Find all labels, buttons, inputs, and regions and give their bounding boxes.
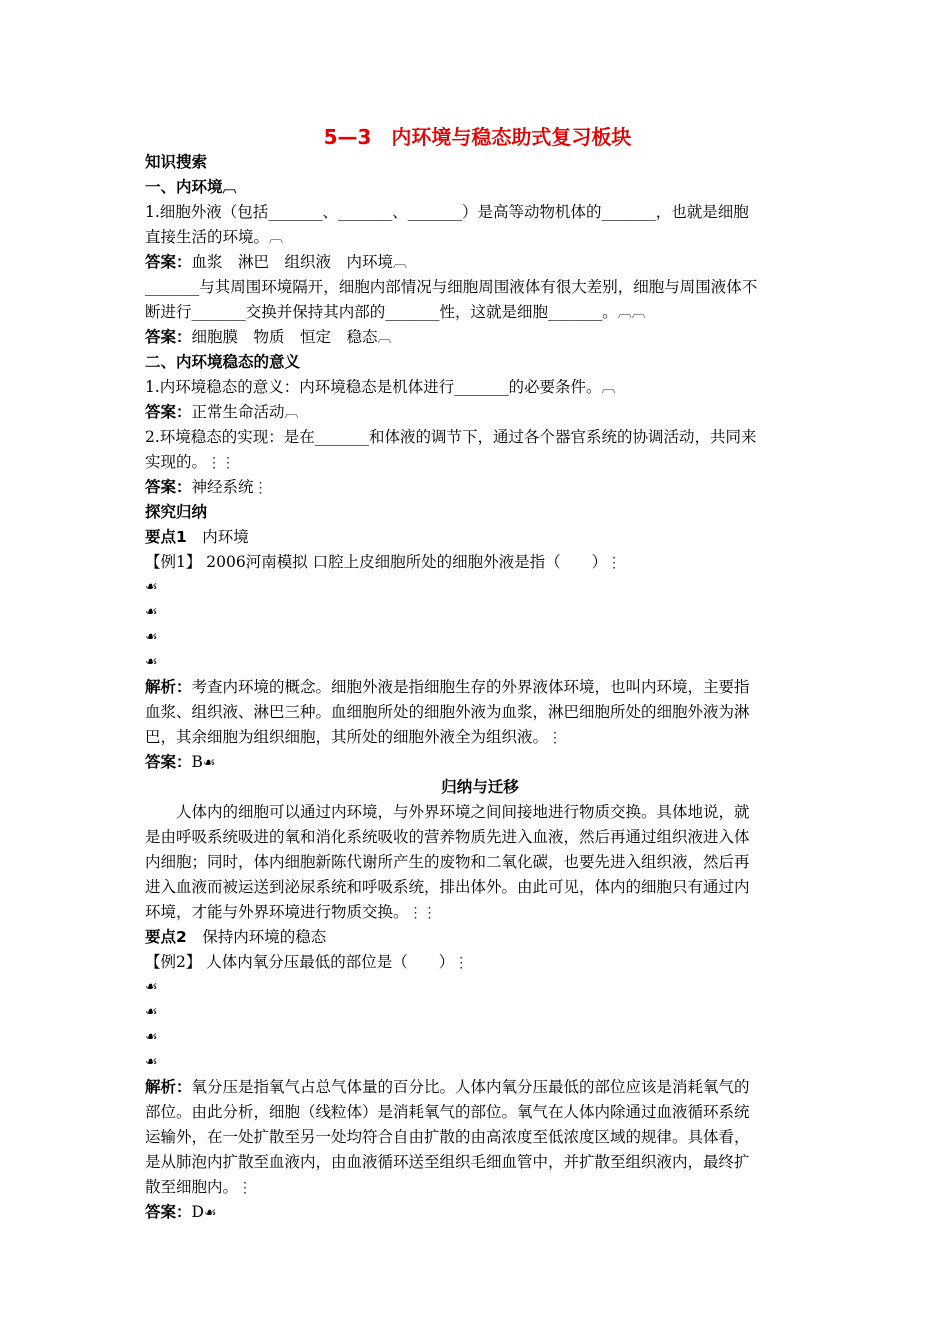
option-c-icon: ☙ <box>145 1029 158 1045</box>
dots-mark: ⋮ <box>221 455 236 471</box>
dots-mark: ⋮ <box>422 905 437 921</box>
subsection-title: 归纳与迁移 <box>441 778 519 796</box>
bracket-mark: ︹ <box>222 180 237 196</box>
analysis-label: 解析： <box>145 1078 192 1096</box>
dots-mark: ⋮ <box>253 480 268 496</box>
analysis-line: 解析：氧分压是指氧气占总气体量的百分比。人体内氧分压最低的部位应该是消耗氧气的 <box>145 1078 750 1096</box>
answer-line: 答案：B☙ <box>145 753 216 771</box>
analysis-line: 解析：考查内环境的概念。细胞外液是指细胞生存的外界液体环境，也叫内环境，主要指 <box>145 678 750 696</box>
bracket-mark: ︹ <box>393 255 408 271</box>
example-1-question: 【例1】 2006河南模拟 口腔上皮细胞所处的细胞外液是指（ ）⋮ <box>145 553 622 571</box>
paragraph-line: 运输外，在一处扩散至另一处均符合自由扩散的由高浓度至低浓度区域的规律。具体看， <box>145 1128 750 1146</box>
dots-mark: ⋮ <box>548 730 563 746</box>
paragraph-line: 断进行_______交换并保持其内部的_______性，这就是细胞_______。︹︹ <box>145 303 646 321</box>
document-title: 5—3 内环境与稳态助式复习板块 <box>323 125 632 149</box>
bracket-mark: ︹ <box>377 330 392 346</box>
dots-mark: ⋮ <box>207 455 222 471</box>
paragraph-line: 实现的。⋮⋮ <box>145 453 236 471</box>
bracket-mark: ︹ <box>631 305 646 321</box>
answer-label: 答案： <box>145 478 192 496</box>
bracket-mark: ︹ <box>269 230 284 246</box>
analysis-label: 解析： <box>145 678 192 696</box>
paragraph-line: 直接生活的环境。︹ <box>145 228 284 246</box>
paragraph-line: 环境，才能与外界环境进行物质交换。⋮⋮ <box>145 903 437 921</box>
answer-line: 答案：神经系统⋮ <box>145 478 268 496</box>
option-icon: ☙ <box>202 755 216 771</box>
key-point-1: 要点1 内环境 <box>145 528 249 546</box>
option-icon: ☙ <box>203 1205 217 1221</box>
answer-label: 答案： <box>145 328 192 346</box>
paragraph-line: 部位。由此分析，细胞（线粒体）是消耗氧气的部位。氧气在人体内除通过血液循环系统 <box>145 1103 750 1121</box>
bracket-mark: ︹ <box>284 405 299 421</box>
option-a-icon: ☙ <box>145 979 158 995</box>
option-b-icon: ☙ <box>145 1004 158 1020</box>
option-d-icon: ☙ <box>145 1054 158 1070</box>
option-a-icon: ☙ <box>145 579 158 595</box>
dots-mark: ⋮ <box>454 955 469 971</box>
key-point-2: 要点2 保持内环境的稳态 <box>145 928 327 946</box>
paragraph-line: 人体内的细胞可以通过内环境，与外界环境之间间接地进行物质交换。具体地说，就 <box>176 803 750 821</box>
answer-line: 答案：D☙ <box>145 1203 217 1221</box>
paragraph-line: 是由呼吸系统吸进的氧和消化系统吸收的营养物质先进入血液，然后再通过组织液进入体 <box>145 828 750 846</box>
section-heading-knowledge: 知识搜索 <box>145 153 208 171</box>
section-heading-1: 一、内环境︹ <box>145 178 237 196</box>
paragraph-line: 进入血液而被运送到泌尿系统和呼吸系统，排出体外。由此可见，体内的细胞只有通过内 <box>145 878 750 896</box>
option-b-icon: ☙ <box>145 604 158 620</box>
dots-mark: ⋮ <box>408 905 423 921</box>
paragraph-line: 是从肺泡内扩散至血液内，由血液循环送至组织毛细血管中，并扩散至组织液内，最终扩 <box>145 1153 750 1171</box>
dots-mark: ⋮ <box>607 555 622 571</box>
answer-label: 答案： <box>145 403 192 421</box>
answer-label: 答案： <box>145 753 192 771</box>
answer-line: 答案：正常生命活动︹ <box>145 403 299 421</box>
paragraph-line: 1.细胞外液（包括_______、_______、_______）是高等动物机体的_______，也就是细胞 <box>145 203 749 221</box>
option-d-icon: ☙ <box>145 654 158 670</box>
answer-line: 答案：细胞膜 物质 恒定 稳态︹ <box>145 328 392 346</box>
paragraph-line: 内细胞；同时，体内细胞新陈代谢所产生的废物和二氧化碳，也要先进入组织液，然后再 <box>145 853 750 871</box>
paragraph-line: 散至细胞内。⋮ <box>145 1178 253 1196</box>
answer-label: 答案： <box>145 253 192 271</box>
paragraph-line: 巴，其余细胞为组织细胞，其所处的细胞外液全为组织液。⋮ <box>145 728 563 746</box>
paragraph-line: 1.内环境稳态的意义：内环境稳态是机体进行_______的必要条件。︹ <box>145 378 616 396</box>
dots-mark: ⋮ <box>238 1180 253 1196</box>
bracket-mark: ︹ <box>601 380 616 396</box>
paragraph-line: _______与其周围环境隔开，细胞内部情况与细胞周围液体有很大差别，细胞与周围液体不 <box>145 278 758 296</box>
answer-line: 答案：血浆 淋巴 组织液 内环境︹ <box>145 253 408 271</box>
answer-label: 答案： <box>145 1203 192 1221</box>
paragraph-line: 血浆、组织液、淋巴三种。血细胞所处的细胞外液为血浆，淋巴细胞所处的细胞外液为淋 <box>145 703 750 721</box>
section-heading-inquiry: 探究归纳 <box>145 503 208 521</box>
paragraph-line: 2.环境稳态的实现：是在_______和体液的调节下，通过各个器官系统的协调活动，共同来 <box>145 428 757 446</box>
example-2-question: 【例2】 人体内氧分压最低的部位是（ ）⋮ <box>145 953 469 971</box>
bracket-mark: ︹ <box>617 305 632 321</box>
option-c-icon: ☙ <box>145 629 158 645</box>
section-heading-2: 二、内环境稳态的意义 <box>145 353 301 371</box>
